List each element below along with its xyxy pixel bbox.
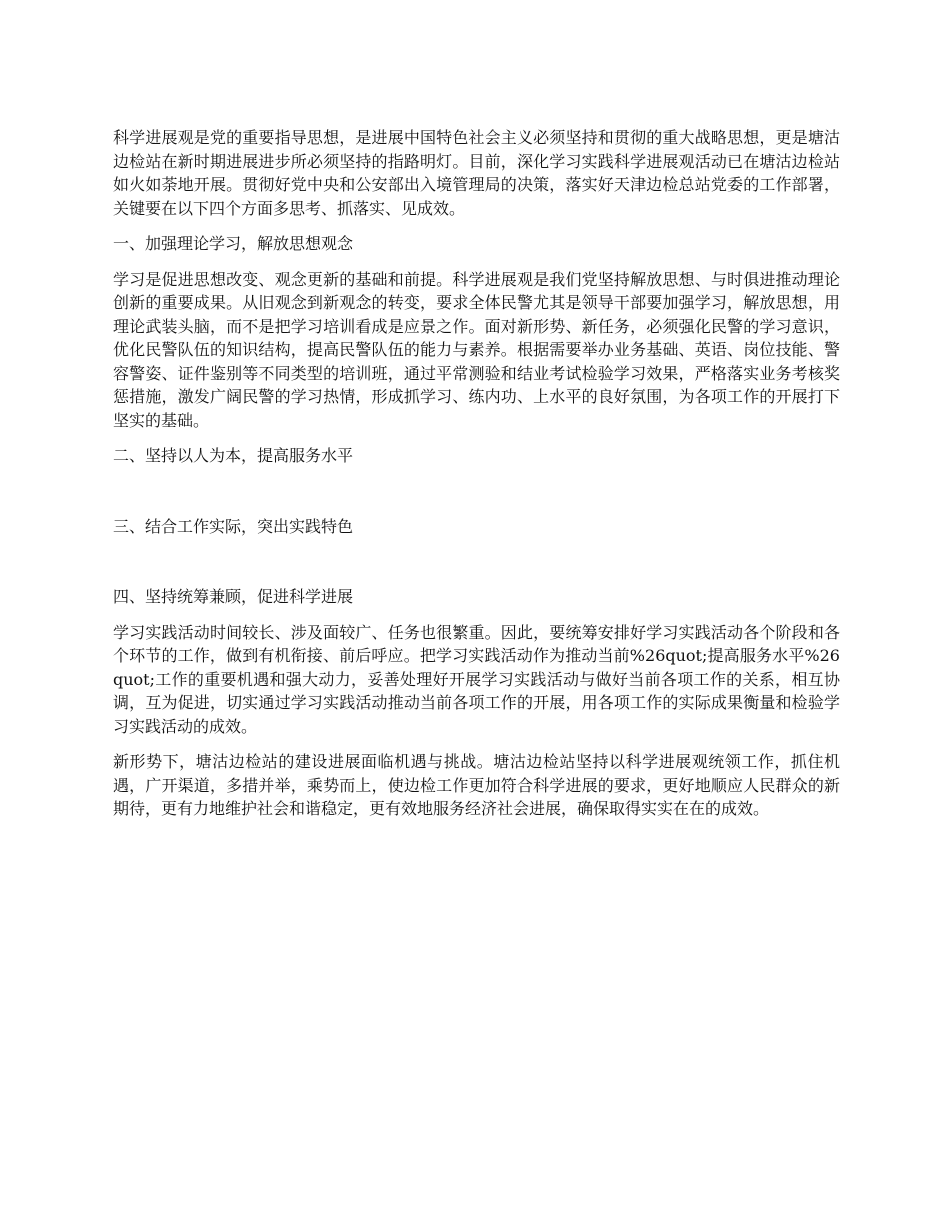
- section-4-paragraph: 学习实践活动时间较长、涉及面较广、任务也很繁重。因此，要统筹安排好学习实践活动各个阶段和各个环节的工作，做到有机衔接、前后呼应。把学习实践活动作为推动当前%26quot;提高服务水平%26quot;工作的重要机遇和强大动力，妥善处理好开展学习实践活动与做好当前各项工作的关系，相互协调，互为促进，切实通过学习实践活动推动当前各项工作的开展，用各项工作的实际成果衡量和检验学习实践活动的成效。: [113, 622, 840, 736]
- section-4-heading: 四、坚持统筹兼顾，促进科学进展: [113, 587, 354, 606]
- section-2-heading: 二、坚持以人为本，提高服务水平: [113, 446, 354, 465]
- conclusion-paragraph: 新形势下，塘沽边检站的建设进展面临机遇与挑战。塘沽边检站坚持以科学进展观统领工作，抓住机遇，广开渠道，多措并举，乘势而上，使边检工作更加符合科学进展的要求，更好地顺应人民群众的新期待，更有力地维护社会和谐稳定，更有效地服务经济社会进展，确保取得实实在在的成效。: [113, 752, 840, 818]
- intro-paragraph: 科学进展观是党的重要指导思想，是进展中国特色社会主义必须坚持和贯彻的重大战略思想，更是塘沽边检站在新时期进展进步所必须坚持的指路明灯。目前，深化学习实践科学进展观活动已在塘沽边检站如火如荼地开展。贯彻好党中央和公安部出入境管理局的决策，落实好天津边检总站党委的工作部署，关键要在以下四个方面多思考、抓落实、见成效。: [113, 128, 840, 218]
- section-1-paragraph: 学习是促进思想改变、观念更新的基础和前提。科学进展观是我们党坚持解放思想、与时俱进推动理论创新的重要成果。从旧观念到新观念的转变，要求全体民警尤其是领导干部要加强学习，解放思想，用理论武装头脑，而不是把学习培训看成是应景之作。面对新形势、新任务，必须强化民警的学习意识，优化民警队伍的知识结构，提高民警队伍的能力与素养。根据需要举办业务基础、英语、岗位技能、警容警姿、证件鉴别等不同类型的培训班，通过平常测验和结业考试检验学习效果，严格落实业务考核奖惩措施，激发广阔民警的学习热情，形成抓学习、练内功、上水平的良好氛围，为各项工作的开展打下坚实的基础。: [113, 269, 840, 430]
- section-2-empty-body: [113, 480, 840, 515]
- document-body: [113, 126, 840, 833]
- section-3-heading: 三、结合工作实际，突出实践特色: [113, 516, 354, 536]
- section-1-heading: 一、加强理论学习，解放思想观念: [113, 234, 354, 253]
- section-3-empty-body: [113, 550, 840, 585]
